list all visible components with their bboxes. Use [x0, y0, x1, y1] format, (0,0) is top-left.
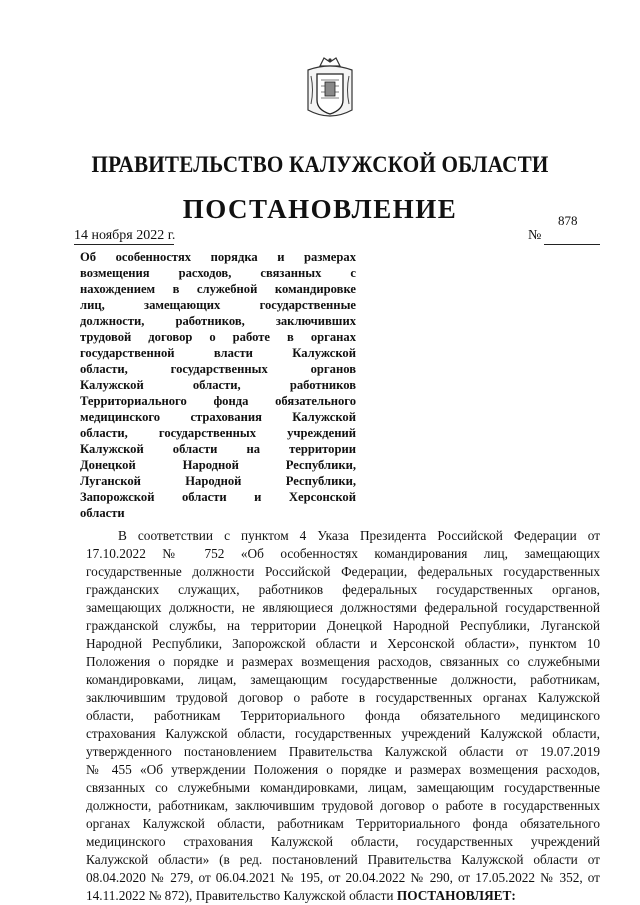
subject-line: лиц, замещающих государственные [80, 298, 356, 312]
subject-line: возмещения расходов, связанных с [80, 266, 356, 280]
body-line: Народной Республики, Запорожской области и Херсонской области», пунктом 10 [86, 636, 600, 651]
subject-line: должности, работников, заключивших [80, 314, 356, 328]
number-sign: № [528, 228, 542, 243]
body-line: гражданских служащих, работников федеральных государственных органов, [86, 582, 600, 597]
body-line: В соответствии с пунктом 4 Указа Президента Российской Федерации от [118, 528, 600, 543]
body-line: замещающих должности, не являющиеся должностями федеральной государственной [86, 600, 600, 615]
document-number: 878 [558, 213, 578, 228]
body-line: связанных со служебными командировками, лицам, замещающим государственные [86, 780, 600, 795]
subject-line: медицинского страхования Калужской [80, 410, 356, 424]
body-last-line-text: 14.11.2022 № 872), Правительство Калужской области [86, 888, 394, 903]
subject-line: Калужской области, работников [80, 378, 356, 392]
subject-line: Территориального фонда обязательного [80, 394, 356, 408]
body-line: 08.04.2020 № 279, от 06.04.2021 № 195, от 20.04.2022 № 290, от 17.05.2022 № 352, от [86, 870, 600, 885]
body-line: медицинского страхования Калужской области, государственных учреждений [86, 834, 600, 849]
body-line: заключившим трудовой договор о работе в государственных органах Калужской [86, 690, 600, 705]
body-line: утвержденного постановлением Правительства Калужской области от 19.07.2019 [86, 744, 600, 759]
body-line: Калужской области» (в ред. постановлений Правительства Калужской области от [86, 852, 600, 867]
document-body [86, 527, 600, 905]
subject-line: Луганской Народной Республики, [80, 474, 356, 488]
resolves-keyword: ПОСТАНОВЛЯЕТ: [396, 888, 516, 903]
body-line: № 455 «Об утверждении Положения о порядке и размерах возмещения расходов, [86, 762, 600, 777]
body-line: командировками, лицам, замещающим государственные должности, работникам, [86, 672, 600, 687]
subject-line: государственной власти Калужской [80, 346, 356, 360]
body-line: должности, работникам, заключившим трудовой договор о работе в государственных [86, 798, 600, 813]
number-underline [544, 244, 600, 245]
body-line: страхования Калужской области, государственных учреждений Калужской области, [86, 726, 600, 741]
document-type: ПОСТАНОВЛЕНИЕ [182, 194, 458, 224]
date-underline [74, 244, 174, 245]
subject-line: Калужской области на территории [80, 442, 356, 456]
subject-line: области, государственных органов [80, 362, 356, 376]
body-last-line [86, 887, 600, 905]
body-line: 17.10.2022 № 752 «Об особенностях командирования лиц, замещающих [86, 546, 600, 561]
subject-line: области [80, 506, 125, 520]
document-subject [80, 249, 356, 521]
body-line: гражданской службы, на территории Донецкой Народной Республики, Луганской [86, 618, 600, 633]
document-date: 14 ноября 2022 г. [74, 228, 176, 243]
government-title: ПРАВИТЕЛЬСТВО КАЛУЖСКОЙ ОБЛАСТИ [91, 152, 549, 177]
body-line: государственные должности Российской Федерации, федеральных государственных [86, 564, 600, 579]
subject-line: трудовой договор о работе в органах [80, 330, 356, 344]
subject-line: Запорожской области и Херсонской [80, 490, 356, 504]
subject-line: Об особенностях порядка и размерах [80, 250, 356, 264]
body-line: Положения о порядке и размерах возмещения расходов, связанных со служебными [86, 654, 600, 669]
body-line: органах Калужской области, работникам Территориального фонда обязательного [86, 816, 600, 831]
subject-line: области, государственных учреждений [80, 426, 356, 440]
subject-line: Донецкой Народной Республики, [80, 458, 356, 472]
subject-line: нахождением в служебной командировке [80, 282, 356, 296]
coat-of-arms-icon [302, 56, 358, 122]
body-line: области, работникам Территориального фонда обязательного медицинского [86, 708, 600, 723]
